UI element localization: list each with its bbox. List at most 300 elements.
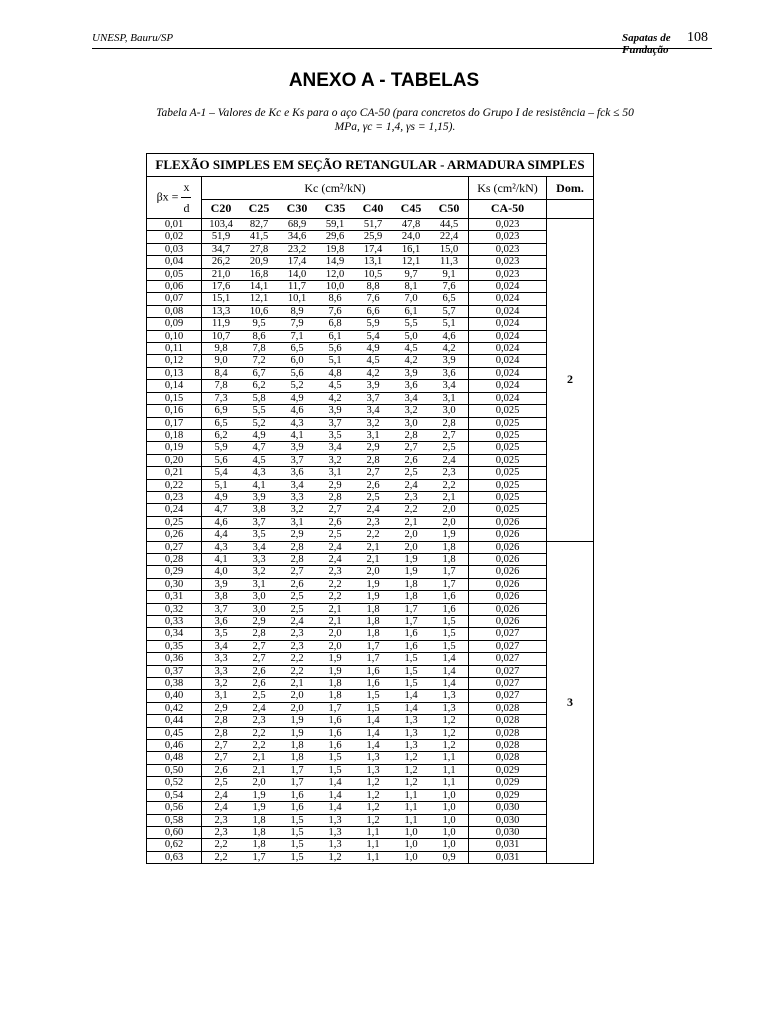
kc-cell: 1,0 bbox=[430, 839, 469, 851]
table-row bbox=[147, 305, 594, 317]
kc-cell: 1,7 bbox=[392, 603, 430, 615]
kc-cell: 2,8 bbox=[316, 491, 354, 503]
kc-cell: 2,4 bbox=[202, 789, 241, 801]
kc-cell: 1,2 bbox=[392, 764, 430, 776]
kc-cell: 7,1 bbox=[278, 330, 316, 342]
table-row bbox=[147, 702, 594, 714]
ks-cell: 0,023 bbox=[469, 268, 547, 280]
kc-cell: 2,7 bbox=[240, 640, 278, 652]
kc-cell: 7,8 bbox=[240, 343, 278, 355]
ks-cell: 0,029 bbox=[469, 777, 547, 789]
kc-cell: 17,6 bbox=[202, 281, 241, 293]
kc-cell: 1,9 bbox=[354, 591, 392, 603]
kc-cell: 5,6 bbox=[202, 454, 241, 466]
table-row bbox=[147, 343, 594, 355]
kc-cell: 24,0 bbox=[392, 231, 430, 243]
kc-cell: 2,1 bbox=[316, 616, 354, 628]
table-row bbox=[147, 380, 594, 392]
kc-cell: 1,0 bbox=[430, 826, 469, 838]
kc-cell: 2,1 bbox=[430, 491, 469, 503]
kc-cell: 7,0 bbox=[392, 293, 430, 305]
kc-cell: 1,1 bbox=[430, 777, 469, 789]
kc-cell: 1,3 bbox=[392, 727, 430, 739]
kc-cell: 2,0 bbox=[354, 566, 392, 578]
kc-cell: 1,6 bbox=[278, 802, 316, 814]
kc-cell: 3,1 bbox=[430, 392, 469, 404]
kc-cell: 16,8 bbox=[240, 268, 278, 280]
kc-cell: 3,8 bbox=[240, 504, 278, 516]
kc-cell: 1,1 bbox=[392, 802, 430, 814]
kc-cell: 4,5 bbox=[392, 343, 430, 355]
kc-cell: 8,1 bbox=[392, 281, 430, 293]
domain-3-cell: 3 bbox=[547, 541, 594, 864]
kc-cell: 5,1 bbox=[202, 479, 241, 491]
kc-cell: 1,5 bbox=[430, 640, 469, 652]
kc-cell: 7,6 bbox=[316, 305, 354, 317]
col-header-c30: C30 bbox=[278, 199, 316, 218]
kc-cell: 1,9 bbox=[316, 653, 354, 665]
kc-cell: 1,6 bbox=[430, 603, 469, 615]
table-row bbox=[147, 318, 594, 330]
table-row bbox=[147, 690, 594, 702]
beta-cell: 0,54 bbox=[147, 789, 202, 801]
kc-cell: 1,2 bbox=[430, 715, 469, 727]
kc-cell: 2,0 bbox=[240, 777, 278, 789]
ks-cell: 0,024 bbox=[469, 318, 547, 330]
kc-cell: 1,3 bbox=[316, 839, 354, 851]
ks-cell: 0,024 bbox=[469, 392, 547, 404]
kc-cell: 5,6 bbox=[278, 367, 316, 379]
beta-cell: 0,13 bbox=[147, 367, 202, 379]
kc-cell: 17,4 bbox=[278, 256, 316, 268]
kc-cell: 3,2 bbox=[278, 504, 316, 516]
kc-cell: 6,5 bbox=[202, 417, 241, 429]
kc-cell: 1,8 bbox=[354, 603, 392, 615]
kc-cell: 2,9 bbox=[278, 529, 316, 541]
kc-cell: 3,4 bbox=[430, 380, 469, 392]
kc-cell: 2,6 bbox=[240, 678, 278, 690]
kc-cell: 9,7 bbox=[392, 268, 430, 280]
kc-cell: 1,9 bbox=[392, 566, 430, 578]
kc-cell: 6,8 bbox=[316, 318, 354, 330]
kc-cell: 2,0 bbox=[430, 516, 469, 528]
kc-cell: 1,9 bbox=[240, 789, 278, 801]
table-row bbox=[147, 814, 594, 826]
kc-cell: 3,9 bbox=[202, 578, 241, 590]
table-row bbox=[147, 740, 594, 752]
kc-cell: 19,8 bbox=[316, 243, 354, 255]
kc-cell: 1,3 bbox=[430, 702, 469, 714]
kc-cell: 11,7 bbox=[278, 281, 316, 293]
ks-cell: 0,026 bbox=[469, 616, 547, 628]
kc-cell: 1,3 bbox=[316, 826, 354, 838]
kc-cell: 1,3 bbox=[430, 690, 469, 702]
header-subject: Sapatas de Fundação bbox=[622, 32, 671, 56]
table-row bbox=[147, 491, 594, 503]
table-row bbox=[147, 764, 594, 776]
kc-cell: 2,5 bbox=[430, 442, 469, 454]
col-header-dom-empty bbox=[547, 199, 594, 218]
beta-header bbox=[147, 177, 202, 219]
kc-cell: 1,2 bbox=[354, 789, 392, 801]
kc-cell: 3,2 bbox=[240, 566, 278, 578]
kc-cell: 5,9 bbox=[354, 318, 392, 330]
kc-cell: 9,8 bbox=[202, 343, 241, 355]
kc-cell: 2,7 bbox=[392, 442, 430, 454]
kc-cell: 15,0 bbox=[430, 243, 469, 255]
kc-cell: 1,1 bbox=[430, 764, 469, 776]
kc-cell: 2,3 bbox=[430, 467, 469, 479]
kc-cell: 4,5 bbox=[240, 454, 278, 466]
kc-cell: 2,5 bbox=[240, 690, 278, 702]
beta-cell: 0,33 bbox=[147, 616, 202, 628]
kc-cell: 12,1 bbox=[392, 256, 430, 268]
kc-cell: 1,6 bbox=[316, 715, 354, 727]
beta-cell: 0,58 bbox=[147, 814, 202, 826]
kc-cell: 4,7 bbox=[240, 442, 278, 454]
beta-symbol: βx = bbox=[156, 189, 179, 204]
kc-cell: 1,3 bbox=[392, 740, 430, 752]
kc-cell: 1,8 bbox=[240, 839, 278, 851]
kc-cell: 1,5 bbox=[316, 752, 354, 764]
kc-cell: 1,0 bbox=[392, 826, 430, 838]
kc-cell: 2,8 bbox=[278, 541, 316, 553]
kc-cell: 6,9 bbox=[202, 405, 241, 417]
kc-cell: 1,7 bbox=[278, 777, 316, 789]
table-row bbox=[147, 392, 594, 404]
kc-cell: 4,2 bbox=[354, 367, 392, 379]
kc-cell: 5,1 bbox=[430, 318, 469, 330]
kc-cell: 3,5 bbox=[202, 628, 241, 640]
kc-cell: 10,1 bbox=[278, 293, 316, 305]
table-row bbox=[147, 851, 594, 863]
ks-cell: 0,028 bbox=[469, 752, 547, 764]
kc-cell: 3,0 bbox=[240, 603, 278, 615]
kc-cell: 2,6 bbox=[316, 516, 354, 528]
ks-cell: 0,027 bbox=[469, 628, 547, 640]
kc-cell: 1,5 bbox=[430, 628, 469, 640]
kc-cell: 4,7 bbox=[202, 504, 241, 516]
table-row bbox=[147, 826, 594, 838]
kc-cell: 11,9 bbox=[202, 318, 241, 330]
kc-cell: 1,8 bbox=[278, 740, 316, 752]
kc-cell: 1,4 bbox=[430, 653, 469, 665]
kc-cell: 1,9 bbox=[278, 727, 316, 739]
kc-cell: 7,6 bbox=[354, 293, 392, 305]
ks-cell: 0,028 bbox=[469, 715, 547, 727]
kc-cell: 6,5 bbox=[278, 343, 316, 355]
ks-cell: 0,024 bbox=[469, 355, 547, 367]
kc-cell: 3,0 bbox=[430, 405, 469, 417]
kc-cell: 14,9 bbox=[316, 256, 354, 268]
kc-cell: 1,8 bbox=[278, 752, 316, 764]
kc-cell: 4,1 bbox=[278, 429, 316, 441]
table-row bbox=[147, 268, 594, 280]
table-row bbox=[147, 417, 594, 429]
kc-cell: 2,4 bbox=[240, 702, 278, 714]
kc-cell: 3,4 bbox=[240, 541, 278, 553]
kc-header: Kc (cm²/kN) bbox=[202, 177, 469, 200]
kc-cell: 1,5 bbox=[392, 678, 430, 690]
table-row bbox=[147, 367, 594, 379]
ks-cell: 0,026 bbox=[469, 553, 547, 565]
table-row bbox=[147, 405, 594, 417]
kc-cell: 1,5 bbox=[354, 702, 392, 714]
kc-cell: 13,1 bbox=[354, 256, 392, 268]
kc-cell: 6,2 bbox=[240, 380, 278, 392]
kc-cell: 2,1 bbox=[240, 752, 278, 764]
beta-cell: 0,37 bbox=[147, 665, 202, 677]
kc-cell: 1,7 bbox=[240, 851, 278, 863]
kc-cell: 4,6 bbox=[278, 405, 316, 417]
ks-cell: 0,030 bbox=[469, 826, 547, 838]
kc-cell: 8,4 bbox=[202, 367, 241, 379]
kc-cell: 41,5 bbox=[240, 231, 278, 243]
kc-cell: 1,2 bbox=[316, 851, 354, 863]
ks-cell: 0,024 bbox=[469, 343, 547, 355]
kc-cell: 1,1 bbox=[354, 839, 392, 851]
kc-cell: 5,2 bbox=[278, 380, 316, 392]
ks-cell: 0,029 bbox=[469, 789, 547, 801]
ks-cell: 0,029 bbox=[469, 764, 547, 776]
ks-cell: 0,023 bbox=[469, 243, 547, 255]
kc-cell: 1,1 bbox=[392, 789, 430, 801]
kc-cell: 2,6 bbox=[240, 665, 278, 677]
kc-cell: 1,8 bbox=[316, 678, 354, 690]
beta-cell: 0,29 bbox=[147, 566, 202, 578]
col-header-c50: C50 bbox=[430, 199, 469, 218]
ks-cell: 0,027 bbox=[469, 665, 547, 677]
kc-cell: 1,7 bbox=[392, 616, 430, 628]
table-row bbox=[147, 293, 594, 305]
table-row bbox=[147, 578, 594, 590]
kc-cell: 1,6 bbox=[316, 727, 354, 739]
table-row bbox=[147, 467, 594, 479]
kc-cell: 23,2 bbox=[278, 243, 316, 255]
kc-cell: 2,6 bbox=[202, 764, 241, 776]
table-row bbox=[147, 429, 594, 441]
kc-cell: 1,8 bbox=[354, 628, 392, 640]
kc-cell: 2,7 bbox=[240, 653, 278, 665]
kc-cell: 1,4 bbox=[430, 678, 469, 690]
table-row bbox=[147, 219, 594, 231]
kc-cell: 2,1 bbox=[392, 516, 430, 528]
kc-cell: 4,3 bbox=[278, 417, 316, 429]
kc-cell: 2,6 bbox=[354, 479, 392, 491]
kc-cell: 3,4 bbox=[354, 405, 392, 417]
beta-cell: 0,26 bbox=[147, 529, 202, 541]
kc-cell: 34,7 bbox=[202, 243, 241, 255]
kc-cell: 2,2 bbox=[430, 479, 469, 491]
kc-cell: 5,4 bbox=[354, 330, 392, 342]
kc-cell: 2,9 bbox=[202, 702, 241, 714]
kc-cell: 5,0 bbox=[392, 330, 430, 342]
ks-cell: 0,025 bbox=[469, 417, 547, 429]
table-row bbox=[147, 479, 594, 491]
beta-cell: 0,46 bbox=[147, 740, 202, 752]
kc-cell: 2,4 bbox=[392, 479, 430, 491]
table-row bbox=[147, 789, 594, 801]
beta-cell: 0,34 bbox=[147, 628, 202, 640]
kc-cell: 10,7 bbox=[202, 330, 241, 342]
kc-cell: 4,0 bbox=[202, 566, 241, 578]
table-row bbox=[147, 628, 594, 640]
ks-cell: 0,027 bbox=[469, 653, 547, 665]
kc-cell: 4,6 bbox=[202, 516, 241, 528]
kc-cell: 1,6 bbox=[316, 740, 354, 752]
kc-cell: 2,7 bbox=[278, 566, 316, 578]
beta-cell: 0,56 bbox=[147, 802, 202, 814]
kc-cell: 2,2 bbox=[202, 839, 241, 851]
table-row bbox=[147, 454, 594, 466]
kc-cell: 3,3 bbox=[202, 653, 241, 665]
kc-cell: 1,2 bbox=[392, 777, 430, 789]
beta-cell: 0,16 bbox=[147, 405, 202, 417]
kc-cell: 3,7 bbox=[202, 603, 241, 615]
table-row bbox=[147, 330, 594, 342]
table-row bbox=[147, 727, 594, 739]
table-row bbox=[147, 616, 594, 628]
kc-cell: 1,0 bbox=[430, 814, 469, 826]
beta-cell: 0,35 bbox=[147, 640, 202, 652]
ks-cell: 0,025 bbox=[469, 479, 547, 491]
kc-cell: 1,8 bbox=[240, 814, 278, 826]
kc-cell: 1,3 bbox=[354, 764, 392, 776]
table-row bbox=[147, 541, 594, 553]
kc-cell: 2,7 bbox=[202, 752, 241, 764]
kc-cell: 5,6 bbox=[316, 343, 354, 355]
kc-cell: 1,6 bbox=[354, 665, 392, 677]
beta-cell: 0,28 bbox=[147, 553, 202, 565]
kc-cell: 1,7 bbox=[430, 578, 469, 590]
kc-cell: 3,6 bbox=[392, 380, 430, 392]
page-number: 108 bbox=[687, 30, 708, 45]
kc-cell: 3,2 bbox=[354, 417, 392, 429]
ks-cell: 0,026 bbox=[469, 603, 547, 615]
beta-cell: 0,38 bbox=[147, 678, 202, 690]
ks-cell: 0,025 bbox=[469, 467, 547, 479]
table-caption: Tabela A-1 – Valores de Kc e Ks para o aço CA-50 (para concretos do Grupo I de resistência – fck ≤ 50 MPa, γc = 1,4, γs = 1,15). bbox=[156, 107, 634, 133]
kc-cell: 2,9 bbox=[354, 442, 392, 454]
beta-cell: 0,18 bbox=[147, 429, 202, 441]
kc-cell: 1,5 bbox=[392, 653, 430, 665]
ks-cell: 0,026 bbox=[469, 591, 547, 603]
kc-cell: 2,3 bbox=[240, 715, 278, 727]
ks-cell: 0,024 bbox=[469, 305, 547, 317]
kc-cell: 2,7 bbox=[430, 429, 469, 441]
table-row bbox=[147, 591, 594, 603]
kc-cell: 1,4 bbox=[316, 802, 354, 814]
beta-cell: 0,09 bbox=[147, 318, 202, 330]
beta-cell: 0,07 bbox=[147, 293, 202, 305]
kc-cell: 4,3 bbox=[240, 467, 278, 479]
ks-cell: 0,025 bbox=[469, 454, 547, 466]
kc-cell: 2,3 bbox=[392, 491, 430, 503]
kc-cell: 10,0 bbox=[316, 281, 354, 293]
kc-cell: 1,9 bbox=[392, 553, 430, 565]
beta-cell: 0,22 bbox=[147, 479, 202, 491]
kc-cell: 6,5 bbox=[430, 293, 469, 305]
kc-cell: 3,6 bbox=[430, 367, 469, 379]
kc-cell: 3,9 bbox=[316, 405, 354, 417]
beta-cell: 0,08 bbox=[147, 305, 202, 317]
beta-cell: 0,32 bbox=[147, 603, 202, 615]
beta-cell: 0,19 bbox=[147, 442, 202, 454]
kc-cell: 8,9 bbox=[278, 305, 316, 317]
beta-cell: 0,42 bbox=[147, 702, 202, 714]
ks-cell: 0,025 bbox=[469, 429, 547, 441]
kc-cell: 6,6 bbox=[354, 305, 392, 317]
kc-cell: 1,5 bbox=[278, 851, 316, 863]
kc-cell: 3,2 bbox=[392, 405, 430, 417]
kc-cell: 2,0 bbox=[392, 529, 430, 541]
kc-cell: 12,0 bbox=[316, 268, 354, 280]
kc-cell: 17,4 bbox=[354, 243, 392, 255]
ks-cell: 0,024 bbox=[469, 293, 547, 305]
kc-cell: 3,1 bbox=[278, 516, 316, 528]
kc-cell: 3,4 bbox=[316, 442, 354, 454]
table-row bbox=[147, 442, 594, 454]
kc-cell: 2,2 bbox=[240, 740, 278, 752]
col-header-c45: C45 bbox=[392, 199, 430, 218]
kc-cell: 3,1 bbox=[240, 578, 278, 590]
beta-cell: 0,60 bbox=[147, 826, 202, 838]
page-header bbox=[92, 30, 712, 56]
ks-cell: 0,023 bbox=[469, 219, 547, 231]
kc-cell: 3,2 bbox=[202, 678, 241, 690]
kc-cell: 3,0 bbox=[240, 591, 278, 603]
kc-cell: 2,3 bbox=[202, 826, 241, 838]
ks-cell: 0,028 bbox=[469, 702, 547, 714]
kc-cell: 2,2 bbox=[316, 591, 354, 603]
kc-cell: 3,9 bbox=[240, 491, 278, 503]
kc-cell: 2,8 bbox=[202, 727, 241, 739]
kc-cell: 1,6 bbox=[430, 591, 469, 603]
kc-cell: 1,4 bbox=[316, 777, 354, 789]
kc-cell: 1,0 bbox=[392, 839, 430, 851]
kc-cell: 4,2 bbox=[430, 343, 469, 355]
kc-cell: 51,9 bbox=[202, 231, 241, 243]
beta-cell: 0,03 bbox=[147, 243, 202, 255]
kc-cell: 4,9 bbox=[240, 429, 278, 441]
kc-cell: 1,7 bbox=[430, 566, 469, 578]
beta-cell: 0,63 bbox=[147, 851, 202, 863]
beta-cell: 0,52 bbox=[147, 777, 202, 789]
kc-cell: 3,0 bbox=[392, 417, 430, 429]
kc-cell: 2,7 bbox=[316, 504, 354, 516]
kc-cell: 22,4 bbox=[430, 231, 469, 243]
kc-cell: 3,9 bbox=[278, 442, 316, 454]
table-row bbox=[147, 715, 594, 727]
kc-cell: 3,8 bbox=[202, 591, 241, 603]
beta-cell: 0,12 bbox=[147, 355, 202, 367]
kc-cell: 4,6 bbox=[430, 330, 469, 342]
kc-cell: 1,2 bbox=[430, 740, 469, 752]
beta-cell: 0,45 bbox=[147, 727, 202, 739]
kc-cell: 1,4 bbox=[430, 665, 469, 677]
kc-cell: 2,3 bbox=[316, 566, 354, 578]
beta-cell: 0,02 bbox=[147, 231, 202, 243]
kc-cell: 1,6 bbox=[392, 640, 430, 652]
table-row bbox=[147, 529, 594, 541]
kc-cell: 2,1 bbox=[316, 603, 354, 615]
table-row bbox=[147, 752, 594, 764]
table-row bbox=[147, 603, 594, 615]
table-row bbox=[147, 678, 594, 690]
kc-cell: 2,4 bbox=[316, 553, 354, 565]
ks-cell: 0,031 bbox=[469, 839, 547, 851]
kc-cell: 1,7 bbox=[278, 764, 316, 776]
